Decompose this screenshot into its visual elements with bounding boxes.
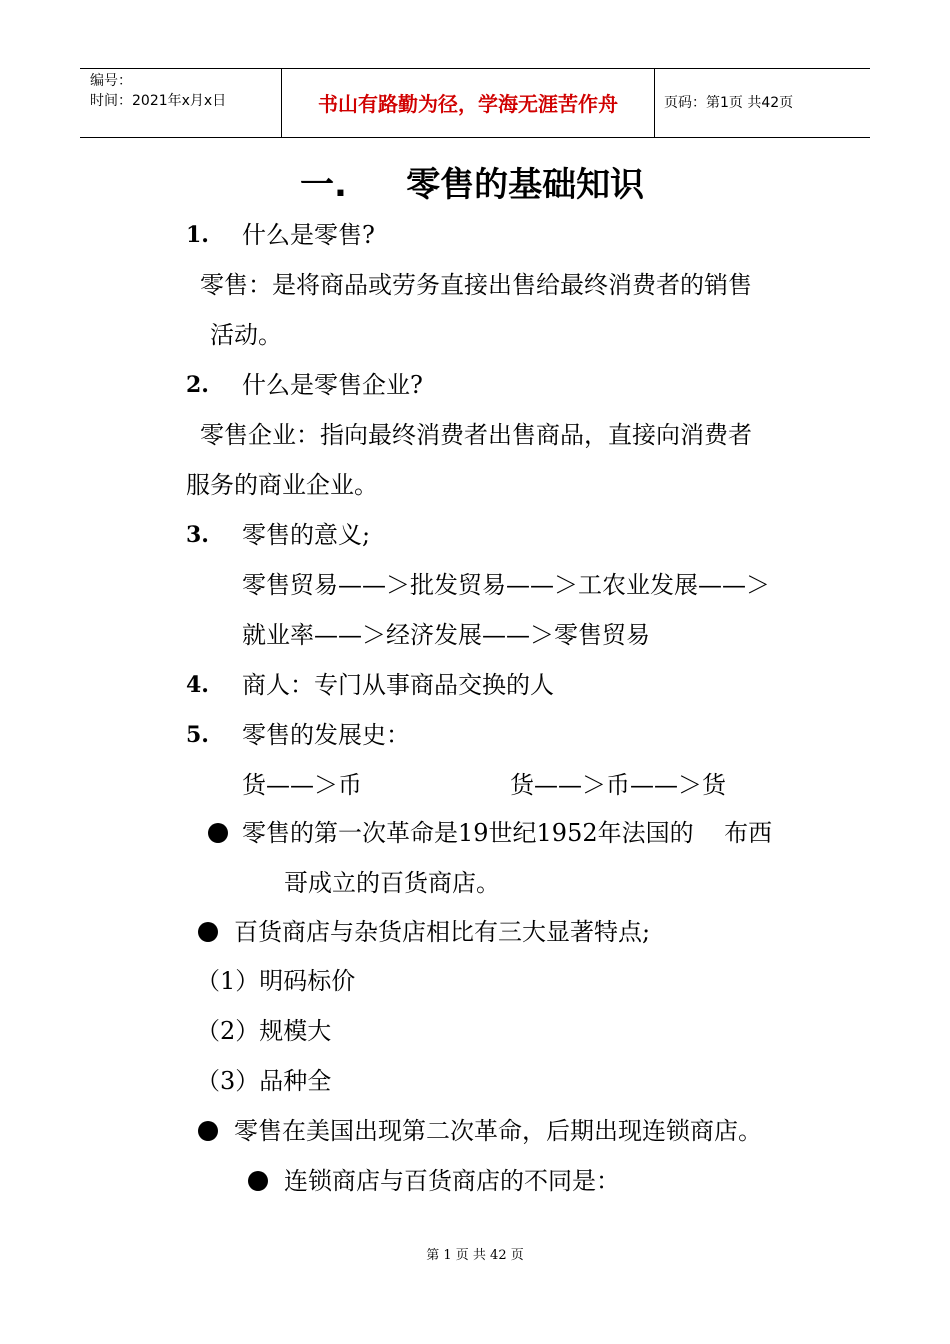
history-line-a: 货——＞币 — [242, 771, 362, 799]
header-meta-cell — [80, 69, 280, 137]
item-heading: 零售的发展史： — [242, 721, 410, 749]
page-footer: 第 1 页 共 42 页 — [426, 1248, 524, 1263]
feature-item: （1）明码标价 — [196, 967, 356, 995]
paragraph-line: 零售的第一次革命是19世纪1952年法国的 布西 — [242, 819, 773, 847]
document-header — [80, 68, 870, 138]
item-heading: 什么是零售? — [242, 221, 375, 249]
paragraph-line: 活动。 — [210, 321, 282, 349]
header-page-cell — [654, 69, 870, 137]
time-label: 时间：2021年x月x日 — [90, 93, 227, 109]
item-number: 5. — [186, 722, 209, 748]
item-number: 4. — [186, 672, 209, 698]
paragraph-line: 就业率——＞经济发展——＞零售贸易 — [242, 621, 650, 649]
page-label: 页码：第1页 共42页 — [664, 95, 794, 111]
paragraph-line: 百货商店与杂货店相比有三大显著特点; — [234, 918, 651, 946]
paragraph-line: 零售贸易——＞批发贸易——＞工农业发展——＞ — [242, 571, 770, 599]
header-motto-cell — [281, 69, 655, 137]
bullet-icon — [208, 823, 228, 843]
paragraph-line: 零售在美国出现第二次革命，后期出现连锁商店。 — [234, 1117, 762, 1145]
item-number: 1. — [186, 222, 209, 248]
item-number: 3. — [186, 522, 209, 548]
paragraph-line: 零售企业：指向最终消费者出售商品，直接向消费者 — [200, 421, 752, 449]
item-number: 2. — [186, 372, 209, 398]
item-heading: 什么是零售企业? — [242, 371, 423, 399]
number-label: 编号： — [90, 73, 132, 89]
page-title: 一. 零售的基础知识 — [300, 165, 645, 205]
paragraph-line: 零售：是将商品或劳务直接出售给最终消费者的销售 — [200, 271, 752, 299]
feature-item: （3）品种全 — [196, 1067, 332, 1095]
bullet-icon — [198, 922, 218, 942]
paragraph-line: 服务的商业企业。 — [186, 471, 378, 499]
feature-item: （2）规模大 — [196, 1017, 332, 1045]
item-heading: 零售的意义; — [242, 521, 371, 549]
item-heading: 商人：专门从事商品交换的人 — [242, 671, 554, 699]
bullet-icon — [198, 1121, 218, 1141]
paragraph-line: 连锁商店与百货商店的不同是： — [284, 1167, 620, 1195]
motto-text: 书山有路勤为径，学海无涯苦作舟 — [318, 92, 618, 116]
bullet-icon — [248, 1171, 268, 1191]
history-line-b: 货——＞币——＞货 — [510, 771, 726, 799]
paragraph-line: 哥成立的百货商店。 — [284, 869, 500, 897]
